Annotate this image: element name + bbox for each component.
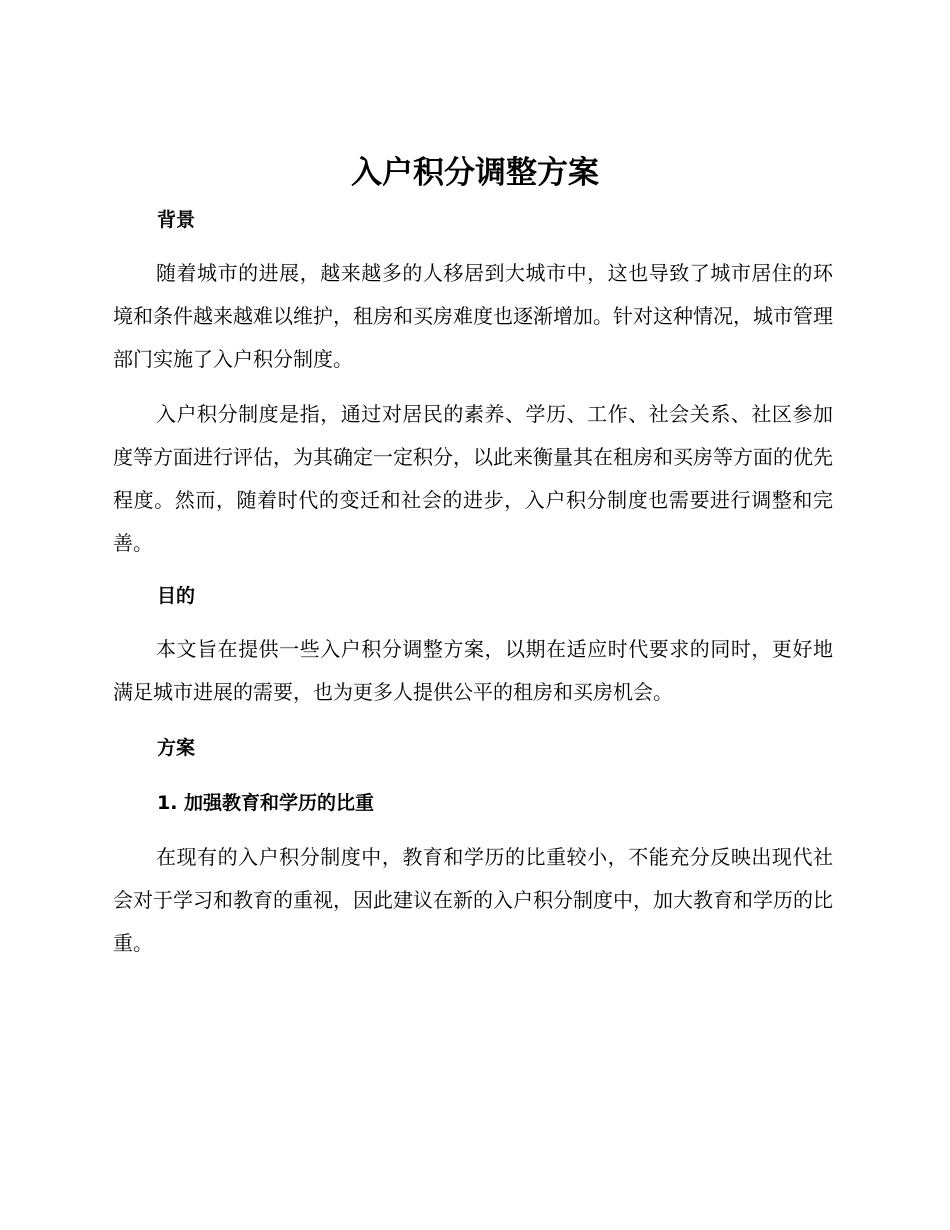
- document-title: 入户积分调整方案: [351, 155, 599, 191]
- plan-paragraph-1: 在现有的入户积分制度中，教育和学历的比重较小，不能充分反映出现代社会对于学习和教育的重视，因此建议在新的入户积分制度中，加大教育和学历的比重。: [113, 845, 833, 955]
- background-paragraph-2: 入户积分制度是指，通过对居民的素养、学历、工作、社会关系、社区参加度等方面进行评估，为其确定一定积分，以此来衡量其在租房和买房等方面的优先程度。然而，随着时代的变迁和社会的进步，入户积分制度也需要进行调整和完善。: [113, 402, 833, 555]
- purpose-paragraph: 本文旨在提供一些入户积分调整方案，以期在适应时代要求的同时，更好地满足城市进展的需要，也为更多人提供公平的租房和买房机会。: [113, 637, 833, 704]
- section-heading-purpose: 目的: [157, 585, 196, 607]
- section-heading-plan: 方案: [157, 737, 196, 759]
- plan-subheading-1: 1. 加强教育和学历的比重: [157, 792, 375, 814]
- section-heading-background: 背景: [157, 209, 196, 231]
- background-paragraph-1: 随着城市的进展，越来越多的人移居到大城市中，这也导致了城市居住的环境和条件越来越难以维护，租房和买房难度也逐渐增加。针对这种情况，城市管理部门实施了入户积分制度。: [113, 261, 833, 371]
